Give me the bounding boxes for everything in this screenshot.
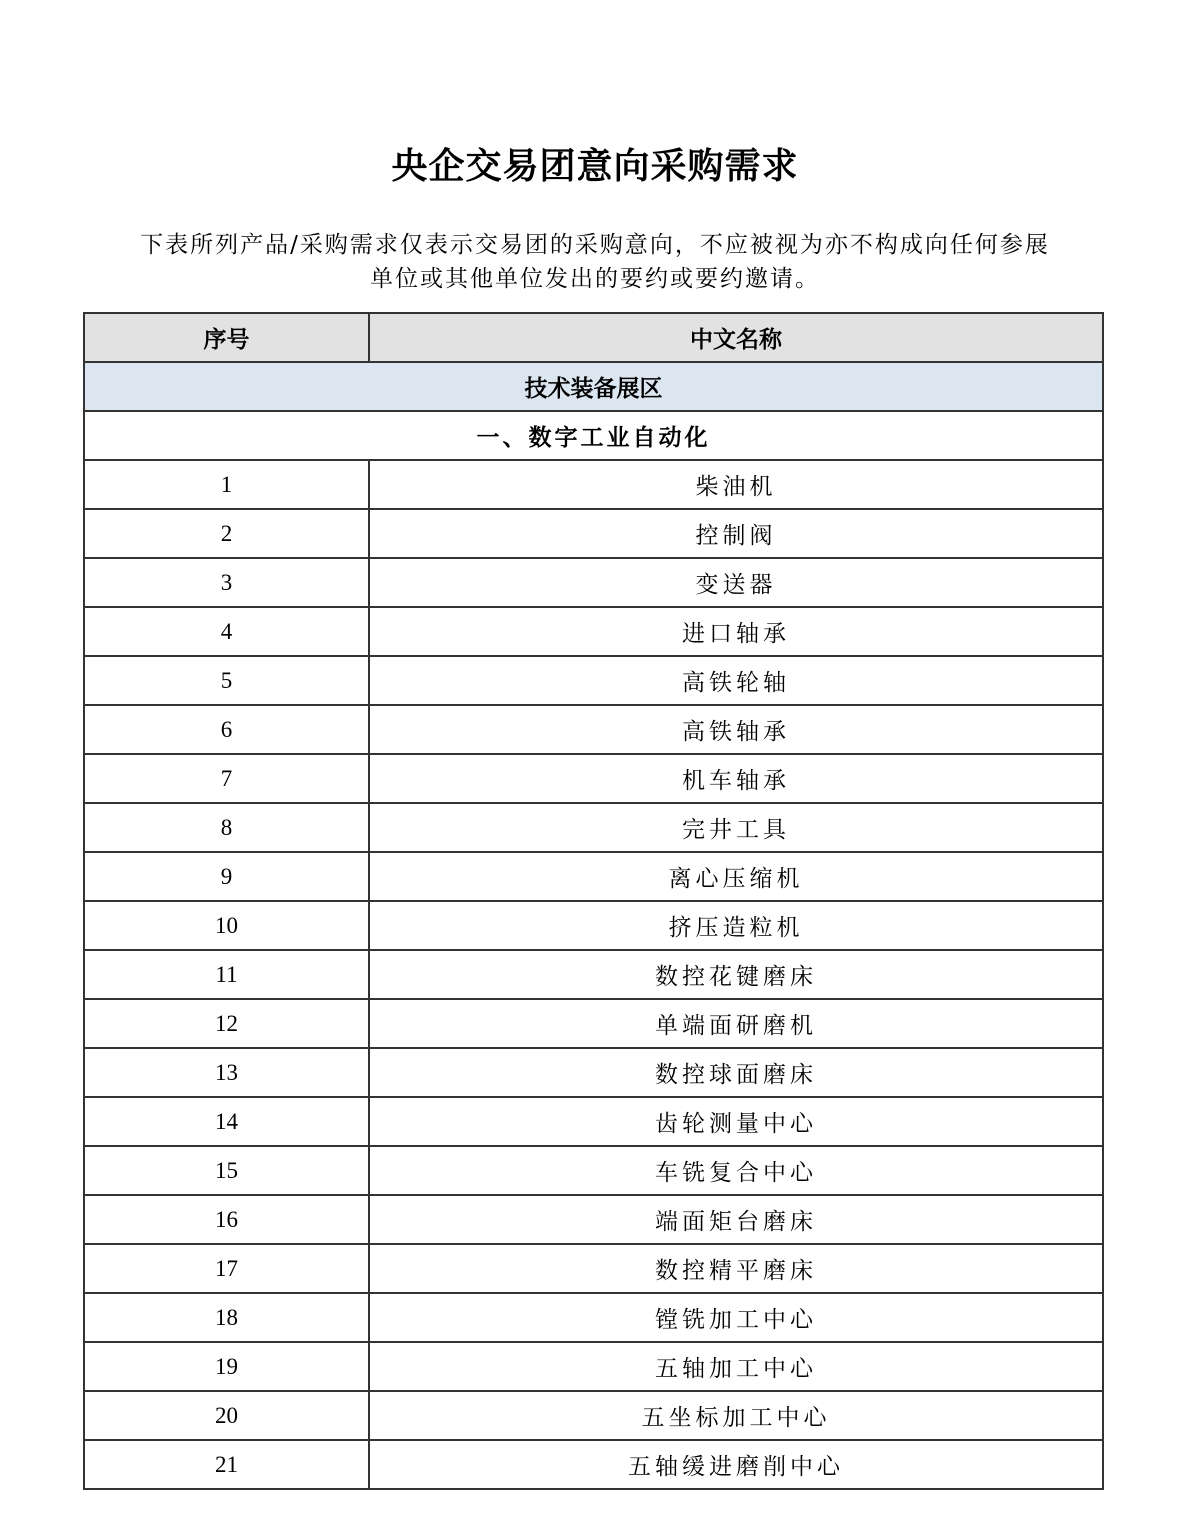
row-serial-number: 12	[84, 999, 369, 1048]
row-serial-number: 8	[84, 803, 369, 852]
row-product-name: 柴油机	[369, 460, 1103, 509]
table-row	[84, 460, 1103, 509]
table-row	[84, 901, 1103, 950]
row-product-name: 数控花键磨床	[369, 950, 1103, 999]
row-serial-number: 2	[84, 509, 369, 558]
row-product-name: 五轴加工中心	[369, 1342, 1103, 1391]
procurement-table	[83, 312, 1104, 1490]
table-row	[84, 999, 1103, 1048]
header-serial-number: 序号	[84, 313, 369, 362]
row-serial-number: 5	[84, 656, 369, 705]
row-serial-number: 13	[84, 1048, 369, 1097]
table-row	[84, 607, 1103, 656]
row-serial-number: 21	[84, 1440, 369, 1489]
subsection-row	[84, 411, 1103, 460]
row-serial-number: 15	[84, 1146, 369, 1195]
row-product-name: 离心压缩机	[369, 852, 1103, 901]
table-row	[84, 1342, 1103, 1391]
row-product-name: 镗铣加工中心	[369, 1293, 1103, 1342]
table-header-row	[84, 313, 1103, 362]
row-serial-number: 11	[84, 950, 369, 999]
table-row	[84, 656, 1103, 705]
table-row	[84, 1048, 1103, 1097]
row-product-name: 变送器	[369, 558, 1103, 607]
header-chinese-name: 中文名称	[369, 313, 1103, 362]
row-product-name: 挤压造粒机	[369, 901, 1103, 950]
row-product-name: 单端面研磨机	[369, 999, 1103, 1048]
table-row	[84, 1440, 1103, 1489]
row-product-name: 五轴缓进磨削中心	[369, 1440, 1103, 1489]
row-product-name: 机车轴承	[369, 754, 1103, 803]
table-row	[84, 803, 1103, 852]
row-product-name: 数控精平磨床	[369, 1244, 1103, 1293]
section-title: 技术装备展区	[84, 362, 1103, 411]
row-serial-number: 16	[84, 1195, 369, 1244]
table-row	[84, 1195, 1103, 1244]
row-product-name: 高铁轮轴	[369, 656, 1103, 705]
section-row	[84, 362, 1103, 411]
table-row	[84, 1391, 1103, 1440]
intro-line-2: 单位或其他单位发出的要约或要约邀请。	[370, 266, 820, 292]
row-product-name: 端面矩台磨床	[369, 1195, 1103, 1244]
row-product-name: 高铁轴承	[369, 705, 1103, 754]
row-serial-number: 10	[84, 901, 369, 950]
intro-paragraph	[70, 228, 1120, 296]
table-row	[84, 1244, 1103, 1293]
table-row	[84, 1293, 1103, 1342]
row-product-name: 齿轮测量中心	[369, 1097, 1103, 1146]
table-row	[84, 754, 1103, 803]
row-serial-number: 18	[84, 1293, 369, 1342]
row-product-name: 五坐标加工中心	[369, 1391, 1103, 1440]
row-serial-number: 9	[84, 852, 369, 901]
table-row	[84, 950, 1103, 999]
table-row	[84, 509, 1103, 558]
row-serial-number: 14	[84, 1097, 369, 1146]
row-serial-number: 7	[84, 754, 369, 803]
row-product-name: 进口轴承	[369, 607, 1103, 656]
row-serial-number: 6	[84, 705, 369, 754]
table-row	[84, 558, 1103, 607]
row-serial-number: 4	[84, 607, 369, 656]
intro-line-1: 下表所列产品/采购需求仅表示交易团的采购意向，不应被视为亦不构成向任何参展	[140, 232, 1050, 258]
row-serial-number: 3	[84, 558, 369, 607]
row-product-name: 完井工具	[369, 803, 1103, 852]
table-row	[84, 1146, 1103, 1195]
table-row	[84, 705, 1103, 754]
subsection-title: 一、数字工业自动化	[84, 411, 1103, 460]
table-row	[84, 852, 1103, 901]
row-product-name: 控制阀	[369, 509, 1103, 558]
row-serial-number: 20	[84, 1391, 369, 1440]
table-row	[84, 1097, 1103, 1146]
row-product-name: 车铣复合中心	[369, 1146, 1103, 1195]
row-product-name: 数控球面磨床	[369, 1048, 1103, 1097]
row-serial-number: 1	[84, 460, 369, 509]
row-serial-number: 17	[84, 1244, 369, 1293]
page-title: 央企交易团意向采购需求	[391, 146, 799, 187]
row-serial-number: 19	[84, 1342, 369, 1391]
